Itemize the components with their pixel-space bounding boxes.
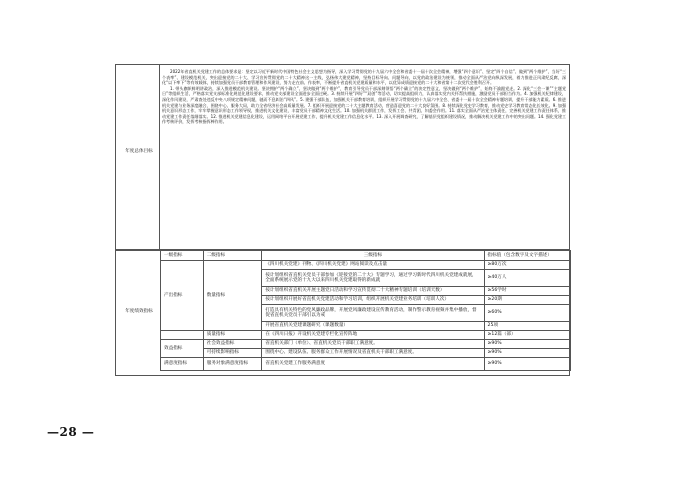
table-row [161,331,571,340]
cell-l1-output: 产出指标 [161,261,204,331]
cell-l1-empty [161,331,204,340]
table-row [161,349,571,358]
cell-l2: 质量指标 [203,331,262,340]
cell-l3: 按计划组织省直机关开展主题党日活动和学习宣传贯彻二十大精神专题培训（培训天数） [262,287,484,296]
cell-l3: 省直机关部门（单位）、省直机关党员干部职工满意度。 [262,340,484,349]
header-level2: 二级指标 [203,251,262,261]
table-header-row [161,251,571,261]
cell-value: 25项 [484,322,570,331]
cell-l3: 省直机关党建工作服务满意度 [262,358,484,371]
performance-label: 年度绩效指标 [125,309,153,314]
header-level1: 一级指标 [161,251,204,261]
cell-l2: 社会效益指标 [203,340,262,349]
annual-target-paragraph: 2022年省直机关党建工作的总体要求是：坚定以习近平新时代中国特色社会主义思想为指导，深入学习贯彻党的十九届六中全会和省委十一届十次全会精神，增强“四个意识”、坚定“四个自信”、做到“两个维护”，当好“三个表率”、建设模范机关，突出迎接党的二十大、学习宣传贯彻党的二十大精神这一主线，弘扬伟大建党精神，坚持目标导向、问题导向，以党的政治建设为统领，推动全面从严治党向纵深发展，着力推进正风肃纪反腐，深化“以下率下”等有效载体，持续加强党员干部教育管理和作风建设，努力走在前、作表率，不断提升省直机关党建质量和水平，以优异成绩迎接党的二十大和省第十二次党代会胜利召开。 [162,69,566,86]
cell-l2: 可持续影响指标 [203,349,262,358]
cell-value: ≥90% [484,340,570,349]
cell-l3: 围绕中心、建设队伍、服务群众工作开展情况及省直机关干部职工满意度。 [262,349,484,358]
cell-l3: 《四川机关党建》刊物、《四川机关党建》网站阅读及点击量 [262,261,484,270]
header-level3: 三级指标 [262,251,484,261]
cell-l1-benefit: 效益指标 [161,340,204,358]
cell-value: ≥12篇（部） [484,331,570,340]
annual-target-table [115,64,570,250]
annual-target-content [162,69,566,247]
cell-value: ≥90% [484,358,570,371]
cell-l3: 开展省直机关党建课题研究（课题数量） [262,322,484,331]
cell-value: ≥90% [484,349,570,358]
cell-l1-satisfaction: 满意度指标 [161,358,204,371]
cell-l3: 按计划组织省直机关党员干部参加《迎接党的二十大》专题学习，通过学习新时代四川机关党建成就展，全面系统展示党的十九大以来四川机关党建取得的新成就 [262,270,484,287]
cell-l2: 服务对象满意度指标 [203,358,262,371]
header-value: 指标值（包含数字及文字描述） [484,251,570,261]
table-row [161,261,571,270]
cell-value: ≥80万次 [484,261,570,270]
cell-value: ≥40万人 [484,270,570,287]
annual-target-label: 年度总体目标 [125,149,153,154]
page-number: —28 — [47,425,95,439]
performance-indicator-table [115,250,570,376]
cell-value: ≥20期 [484,296,570,305]
table-row [161,340,571,349]
cell-l3: 按计划组织开展好省直机关党建活动和学习培训，组织开展机关党建业务培训（培训人次） [262,296,484,305]
table-row [161,358,571,371]
cell-value: ≥56学时 [484,287,570,296]
annual-target-paragraph: 1. 带头旗帜鲜明讲政治，深入推进模范机关建设。坚决拥护“两个确立”、坚决做到“两个维护”，教育引导党员干部深刻领悟“两个确立”的决定性意义，坚决做到“两个维护”，始终不渝跟党走。2. 深化“三会一课”“主题党日”等组织生活，严格落实党支部标准化规范化建设要求，推动党支部建设全面进步全面过硬。3. 持续开展“四好”“双创”等活动，切实提高组织力，认真落实党内关怀帮扶措施，激励党员干部担当作为。4. 加强机关纪律建设，深化作风建设，严肃查处违反中央八项规定精神问题，驰而不息纠治“四风”。5. 建强干部队伍，加强机关干部教育培训，组织开展学习贯彻党的十九届六中全会、省委十一届十次全会精神专题培训，提升干部能力素质。6. 推进机关党建与业务深度融合，围绕中心、服务大局，助力全省经济社会高质量发展。7. 组织开展迎接党的二十大主题教育活动，营造喜迎党的二十大良好氛围。8. 持续深化党史学习教育，推动党史学习教育常态化长效化。9. 加强机关意识形态工作，牢牢掌握意识形态工作领导权，推进机关文化建设，丰富党员干部精神文化生活。10. 加强机关群团工作，发挥工会、共青团、妇委会作用。11. 落实全面从严治党主体责任，完善机关党建工作责任体系，推动党建工作责任落细落实。12. 推进机关党建信息化建设，运用网络平台开展党建工作，提升机关党建工作信息化水平。13. 深入开展调查研究，了解基层党组织建设情况，推动解决机关党建工作中的突出问题。14. 强化党建工作考核评价，发挥考核指挥棒作用。 [162,85,566,125]
cell-l2-quantity: 数量指标 [203,261,262,331]
annual-target-label-cell [115,64,160,250]
cell-l3: 打造具有机关特色的党风廉政品牌，开展党风廉政建设宣传教育活动，制作警示教育视频并集中播放，督促省直机关党员干部引以为戒 [262,305,484,322]
indicator-grid [160,250,571,371]
cell-value: ≥60% [484,305,570,322]
cell-l3: 在《四川日报》开设机关党建专栏化宣传阵地 [262,331,484,340]
